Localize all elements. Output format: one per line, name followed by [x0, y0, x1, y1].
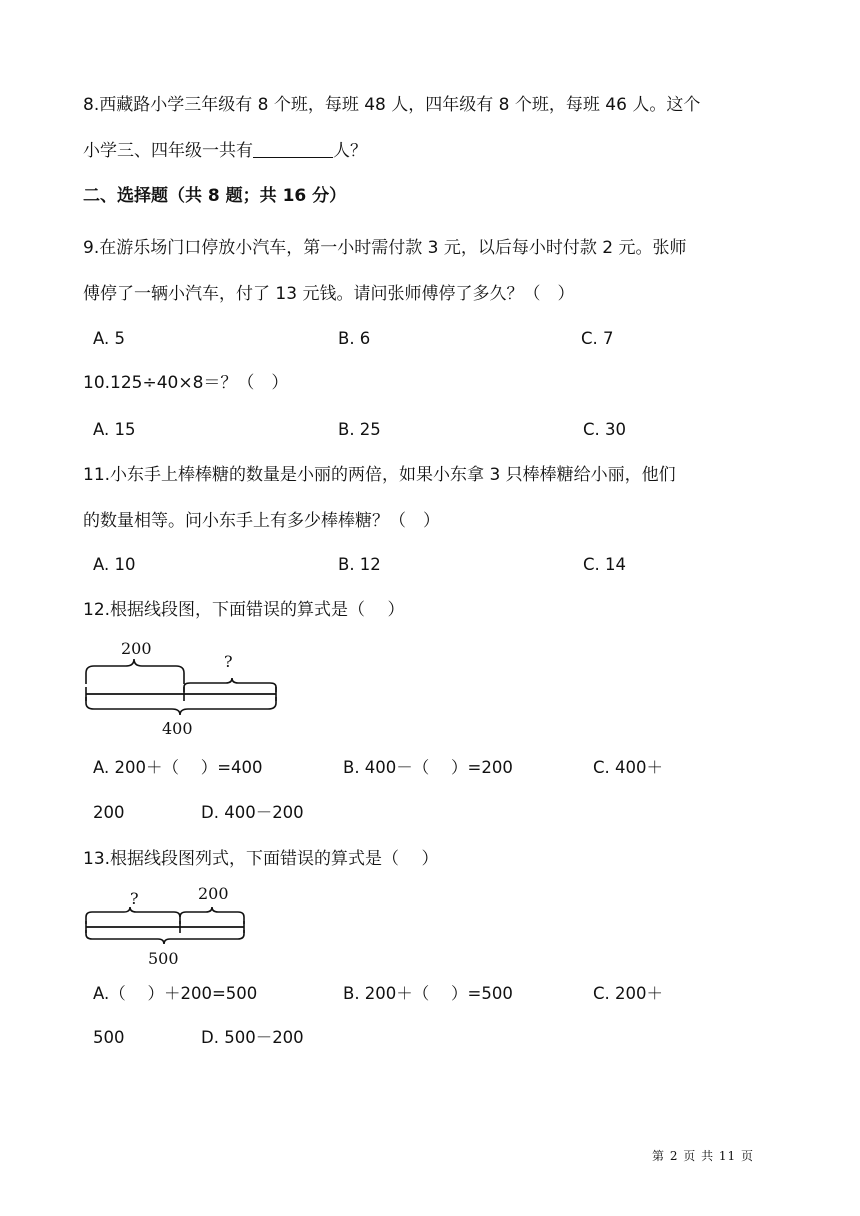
brace-left [86, 659, 184, 684]
section-heading: 二、选择题（共 8 题；共 16 分） [83, 186, 347, 206]
diagram-label-right: 200 [198, 884, 229, 903]
q12-option-c-continued: 200 [93, 803, 125, 822]
q12-option-c[interactable]: C. 400＋ [593, 758, 664, 777]
q13-option-b[interactable]: B. 200＋（ ）=500 [343, 984, 513, 1003]
q10-option-a[interactable]: A. 15 [93, 420, 136, 439]
diagram-label-question: ? [130, 889, 139, 908]
q13-option-d[interactable]: D. 500－200 [201, 1028, 304, 1047]
diagram-label-total: 400 [162, 719, 193, 738]
q12-option-d[interactable]: D. 400－200 [201, 803, 304, 822]
q12-option-b[interactable]: B. 400－（ ）=200 [343, 758, 513, 777]
q8-line2 [83, 139, 367, 162]
q12-option-a[interactable]: A. 200＋（ ）=400 [93, 758, 263, 777]
q11-option-a[interactable]: A. 10 [93, 555, 136, 574]
q8-line2-suffix: 人？ [333, 141, 367, 161]
answer-blank[interactable] [253, 139, 333, 158]
q13-option-c[interactable]: C. 200＋ [593, 984, 664, 1003]
q13-line1: 13.根据线段图列式，下面错误的算式是（ ） [83, 849, 439, 869]
brace-right [184, 678, 276, 692]
line-segment-diagram [80, 635, 290, 741]
diagram-label-total: 500 [148, 949, 179, 968]
brace-total [86, 930, 244, 944]
q9-line1: 9.在游乐场门口停放小汽车，第一小时需付款 3 元，以后每小时付款 2 元。张师 [83, 238, 687, 258]
q8-line1: 8.西藏路小学三年级有 8 个班，每班 48 人，四年级有 8 个班，每班 46 人。这个 [83, 95, 701, 115]
q12-line1: 12.根据线段图，下面错误的算式是（ ） [83, 600, 405, 620]
q11-option-b[interactable]: B. 12 [338, 555, 381, 574]
q11-line1: 11.小东手上棒棒糖的数量是小丽的两倍，如果小东拿 3 只棒棒糖给小丽，他们 [83, 465, 676, 485]
diagram-label-left: 200 [121, 639, 152, 658]
diagram-label-question: ? [224, 652, 233, 671]
q8-line2-text: 小学三、四年级一共有 [83, 141, 253, 161]
page-number: 第 2 页 共 11 页 [652, 1149, 754, 1163]
q10-option-c[interactable]: C. 30 [583, 420, 627, 439]
q13-option-a[interactable]: A.（ ）＋200=500 [93, 984, 258, 1003]
brace-total [86, 697, 276, 715]
q9-line2: 傅停了一辆小汽车，付了 13 元钱。请问张师傅停了多久？（ ） [83, 284, 575, 304]
q9-option-b[interactable]: B. 6 [338, 329, 371, 348]
q9-option-a[interactable]: A. 5 [93, 329, 125, 348]
q10-line1: 10.125÷40×8＝？（ ） [83, 373, 289, 393]
brace-right [180, 907, 244, 924]
q13-option-c-continued: 500 [93, 1028, 125, 1047]
q10-option-b[interactable]: B. 25 [338, 420, 381, 439]
brace-left [86, 907, 180, 924]
q11-line2: 的数量相等。问小东手上有多少棒棒糖？（ ） [83, 511, 440, 531]
q11-option-c[interactable]: C. 14 [583, 555, 627, 574]
q9-option-c[interactable]: C. 7 [581, 329, 614, 348]
line-segment-diagram [80, 880, 260, 972]
